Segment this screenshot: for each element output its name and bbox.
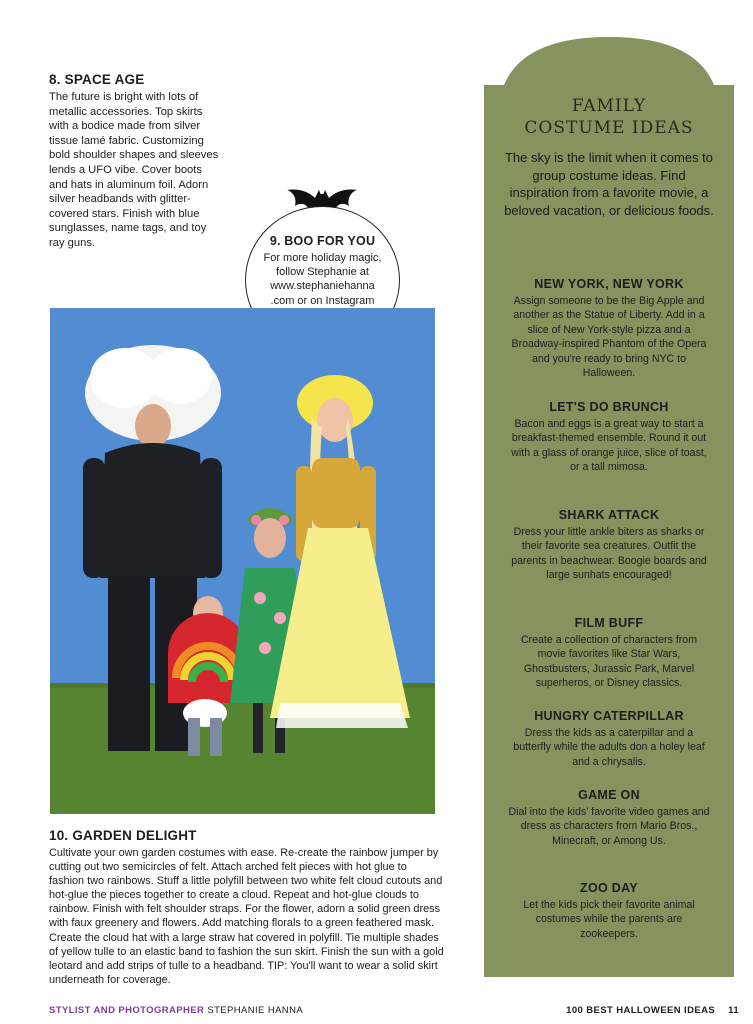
sidebar-title-line2: COSTUME IDEAS <box>524 118 694 138</box>
folio <box>566 1005 739 1016</box>
publication-title: 100 BEST HALLOWEEN IDEAS <box>566 1005 716 1016</box>
family-costume-photo <box>50 308 435 814</box>
section-heading: 10. GARDEN DELIGHT <box>49 828 197 843</box>
idea-item <box>484 709 734 769</box>
idea-item <box>484 788 734 848</box>
idea-item <box>484 400 734 475</box>
idea-body: Dress the kids as a caterpillar and a butterfly while the adults don a holey leaf and a chrysalis. <box>513 727 705 768</box>
idea-heading: HUNGRY CATERPILLAR <box>534 709 684 723</box>
sidebar-intro: The sky is the limit when it comes to group costume ideas. Find inspiration from a favorite movie, a beloved vacation, or delicious foods. <box>504 150 714 218</box>
section-body: Cultivate your own garden costumes with ease. Re-create the rainbow jumper by cutting out two semicircles of felt. Attach arched felt pieces with hot glue to fashion two rainbows. Stuff a little polyfill between two white felt cloud cutouts and hot-glue the pieces together to create a cloud. Repeat and hot-glue clouds to rainbow. Finish with felt shoulder straps. For the flower, adorn a solid green dress with faux greenery and flowers. Add matching florals to a green feathered mask. Create the cloud hat with a large straw hat covered in polyfill. Tie multiple shades of yellow tulle to an elastic band to fashion the sun skirt. Finish the sun with a gold leotard and add strips of tulle to a headband. TIP: You'll want to wear a solid skirt underneath for coverage. <box>49 847 444 986</box>
idea-body: Let the kids pick their favorite animal costumes while the parents are zookeepers. <box>523 899 695 940</box>
family-costume-ideas-sidebar <box>484 37 734 977</box>
idea-body: Bacon and eggs is a great way to start a breakfast-themed ensemble. Round it out with a glass of orange juice, slice of toast, or a tall mimosa. <box>511 418 707 474</box>
idea-heading: SHARK ATTACK <box>558 508 660 522</box>
idea-heading: LET'S DO BRUNCH <box>549 400 669 414</box>
sidebar-title <box>484 95 734 139</box>
idea-item <box>484 881 734 941</box>
section-body: The future is bright with lots of metallic accessories. Top skirts with a bodice made from silver tissue lamé fabric. Customizing bold shoulder shapes and sleeves lends a UFO vibe. Cover boots and hats in aluminum foil. Adorn silver headbands with glitter-covered stars. Finish with blue sunglasses, name tags, and toy ray guns. <box>49 91 219 249</box>
page-number: 11 <box>728 1005 739 1016</box>
idea-body: Dial into the kids' favorite video games and dress as characters from Mario Bros., Minecraft, or Among Us. <box>508 806 710 847</box>
idea-body: Assign someone to be the Big Apple and another as the Statue of Liberty. Add in a slice of New York-style pizza and a Broadway-inspired Phantom of the Opera and you're ready to bring NYC to Halloween. <box>511 295 707 380</box>
credit-name: STEPHANIE HANNA <box>207 1005 304 1016</box>
section-garden-delight <box>49 828 444 987</box>
idea-heading: ZOO DAY <box>580 881 638 895</box>
idea-body: Dress your little ankle biters as sharks or their favorite sea creatures. Outfit the parents in beachwear. Boogie boards and large sunhats encouraged! <box>511 526 707 582</box>
section-space-age <box>49 72 219 251</box>
idea-heading: NEW YORK, NEW YORK <box>534 277 684 291</box>
idea-heading: GAME ON <box>578 788 640 802</box>
section-body: For more holiday magic, follow Stephanie at www.stephaniehanna .com or on Instagram <box>263 252 382 307</box>
idea-item <box>484 616 734 691</box>
section-heading: 9. BOO FOR YOU <box>269 234 376 248</box>
idea-item <box>484 277 734 380</box>
section-heading: 8. SPACE AGE <box>49 72 145 87</box>
idea-item <box>484 508 734 583</box>
idea-body: Create a collection of characters from movie favorites like Star Wars, Ghostbusters, Jurassic Park, Marvel superheros, or Disney classics. <box>520 634 698 690</box>
idea-heading: FILM BUFF <box>574 616 644 630</box>
photo-credit <box>49 1005 303 1016</box>
sidebar-title-line1: FAMILY <box>571 96 647 116</box>
credit-label: STYLIST AND PHOTOGRAPHER <box>49 1005 205 1016</box>
